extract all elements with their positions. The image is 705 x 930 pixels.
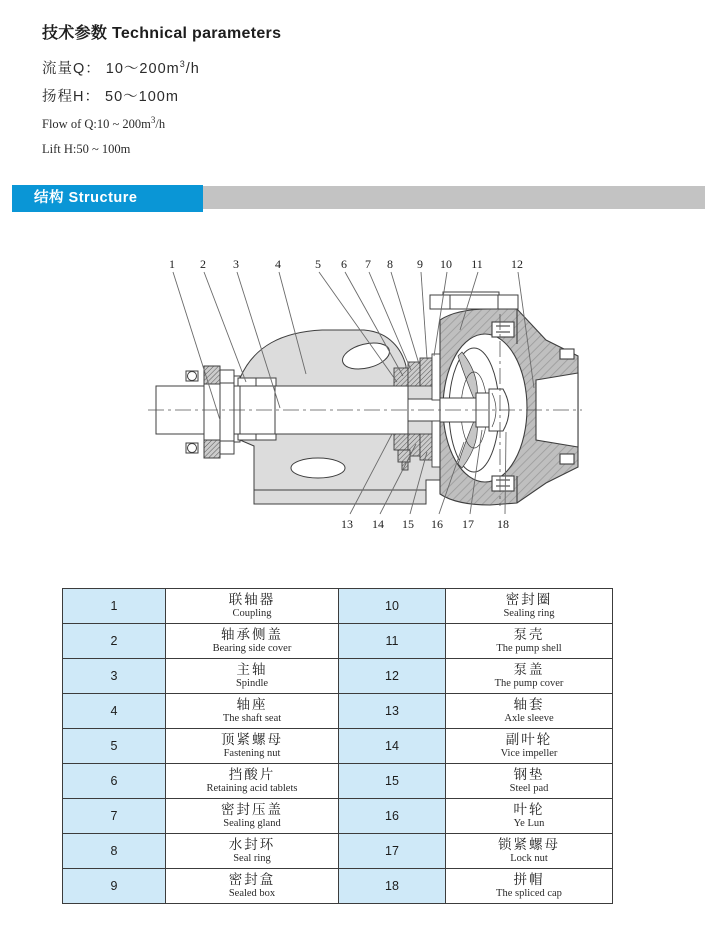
part-name-cell	[446, 694, 613, 729]
section-title: 技术参数 Technical parameters	[42, 25, 282, 42]
part-name-cell	[166, 764, 339, 799]
callout-13: 13	[341, 517, 353, 531]
callout-12: 12	[511, 257, 523, 271]
callout-18: 18	[497, 517, 509, 531]
part-name-en: The pump cover	[494, 678, 564, 689]
part-number-cell: 15	[339, 764, 446, 799]
part-number-cell: 17	[339, 834, 446, 869]
callout-14: 14	[372, 517, 384, 531]
part-name-en: Sealed box	[228, 888, 276, 899]
part-name-cell	[166, 624, 339, 659]
part-name-cell	[446, 729, 613, 764]
part-number-cell: 9	[63, 869, 166, 904]
part-number-cell: 7	[63, 799, 166, 834]
part-name-cell	[166, 659, 339, 694]
part-name-cell	[166, 729, 339, 764]
part-number-cell: 18	[339, 869, 446, 904]
part-number-cell: 8	[63, 834, 166, 869]
part-name-cn: 副叶轮	[505, 732, 553, 747]
table-row	[63, 834, 613, 869]
part-number-cell: 13	[339, 694, 446, 729]
flow-spec-en: Flow of Q:10 ~ $200m^3/h$	[42, 115, 166, 132]
part-name-cn: 水封环	[228, 837, 276, 852]
callout-17: 17	[462, 517, 474, 531]
part-number-cell: 4	[63, 694, 166, 729]
part-number-cell: 12	[339, 659, 446, 694]
part-name-cn: 挡酸片	[228, 767, 276, 782]
part-name-cell	[446, 799, 613, 834]
table-row	[63, 589, 613, 624]
part-name-en: Sealing gland	[223, 818, 281, 829]
parts-table-body	[63, 589, 613, 904]
callout-15: 15	[402, 517, 414, 531]
lift-spec-en: Lift H:50 ~ 100m	[42, 142, 131, 156]
part-name-en: Axle sleeve	[504, 713, 554, 724]
table-row	[63, 659, 613, 694]
part-name-cell	[166, 694, 339, 729]
part-name-en: Sealing ring	[503, 608, 555, 619]
table-row	[63, 624, 613, 659]
part-name-cell	[446, 834, 613, 869]
part-number-cell: 16	[339, 799, 446, 834]
part-name-cn: 密封圈	[505, 592, 553, 607]
callout-11: 11	[471, 257, 483, 271]
part-name-en: Retaining acid tablets	[206, 783, 298, 794]
table-row	[63, 694, 613, 729]
lift-spec-cn: 扬程H： 50～100m	[42, 89, 179, 105]
part-name-en: The shaft seat	[222, 713, 282, 724]
table-row	[63, 799, 613, 834]
part-name-cn: 钢垫	[513, 767, 545, 782]
part-name-cn: 泵壳	[513, 627, 545, 642]
part-name-en: Spindle	[235, 678, 269, 689]
part-name-cn: 联轴器	[228, 592, 276, 607]
callout-3: 3	[233, 257, 239, 271]
part-name-en: Ye Lun	[513, 818, 545, 829]
table-row	[63, 729, 613, 764]
part-name-cell	[446, 624, 613, 659]
parts-table	[62, 588, 613, 904]
callout-5: 5	[315, 257, 321, 271]
callout-6: 6	[341, 257, 347, 271]
part-name-cn: 主轴	[236, 662, 268, 677]
flow-spec-cn: 流量Q： $10\sim 200m^3/h$	[42, 59, 200, 77]
part-number-cell: 5	[63, 729, 166, 764]
table-row	[63, 869, 613, 904]
part-name-en: The spliced cap	[496, 888, 562, 899]
callout-2: 2	[200, 257, 206, 271]
callout-10: 10	[440, 257, 452, 271]
part-name-cn: 顶紧螺母	[221, 732, 283, 747]
part-name-cell	[166, 589, 339, 624]
part-name-en: Coupling	[232, 608, 272, 619]
table-row	[63, 764, 613, 799]
part-name-en: Lock nut	[510, 853, 548, 864]
part-name-en: Seal ring	[233, 853, 271, 864]
part-name-en: Bearing side cover	[212, 643, 292, 654]
part-number-cell: 11	[339, 624, 446, 659]
technical-parameters-section	[42, 20, 442, 170]
part-name-cn: 锁紧螺母	[498, 837, 560, 852]
part-name-en: Steel pad	[509, 783, 549, 794]
callout-7: 7	[365, 257, 371, 271]
part-name-cell	[446, 659, 613, 694]
part-name-cn: 轴套	[513, 697, 545, 712]
pump-structure-diagram	[140, 252, 585, 544]
part-number-cell: 10	[339, 589, 446, 624]
callout-16: 16	[431, 517, 443, 531]
part-name-cell	[166, 869, 339, 904]
part-name-cn: 密封盒	[228, 872, 276, 887]
part-name-en: Fastening nut	[223, 748, 281, 759]
callout-9: 9	[417, 257, 423, 271]
part-name-cn: 轴座	[236, 697, 268, 712]
part-number-cell: 3	[63, 659, 166, 694]
part-number-cell: 6	[63, 764, 166, 799]
part-name-en: The pump shell	[496, 643, 562, 654]
part-name-cn: 密封压盖	[221, 802, 283, 817]
callout-1: 1	[169, 257, 175, 271]
part-name-cn: 泵盖	[513, 662, 545, 677]
part-name-cn: 叶轮	[513, 802, 545, 817]
part-number-cell: 14	[339, 729, 446, 764]
structure-banner-bar	[203, 186, 705, 209]
part-number-cell: 2	[63, 624, 166, 659]
part-name-cn: 轴承侧盖	[221, 627, 283, 642]
callout-8: 8	[387, 257, 393, 271]
part-name-cn: 拼帽	[513, 872, 545, 887]
part-name-cell	[166, 834, 339, 869]
parts-table-container	[62, 588, 613, 904]
structure-banner: 结构 Structure	[12, 185, 203, 212]
part-number-cell: 1	[63, 589, 166, 624]
callout-4: 4	[275, 257, 281, 271]
part-name-cell	[446, 764, 613, 799]
part-name-en: Vice impeller	[500, 748, 558, 759]
part-name-cell	[166, 799, 339, 834]
part-name-cell	[446, 869, 613, 904]
part-name-cell	[446, 589, 613, 624]
